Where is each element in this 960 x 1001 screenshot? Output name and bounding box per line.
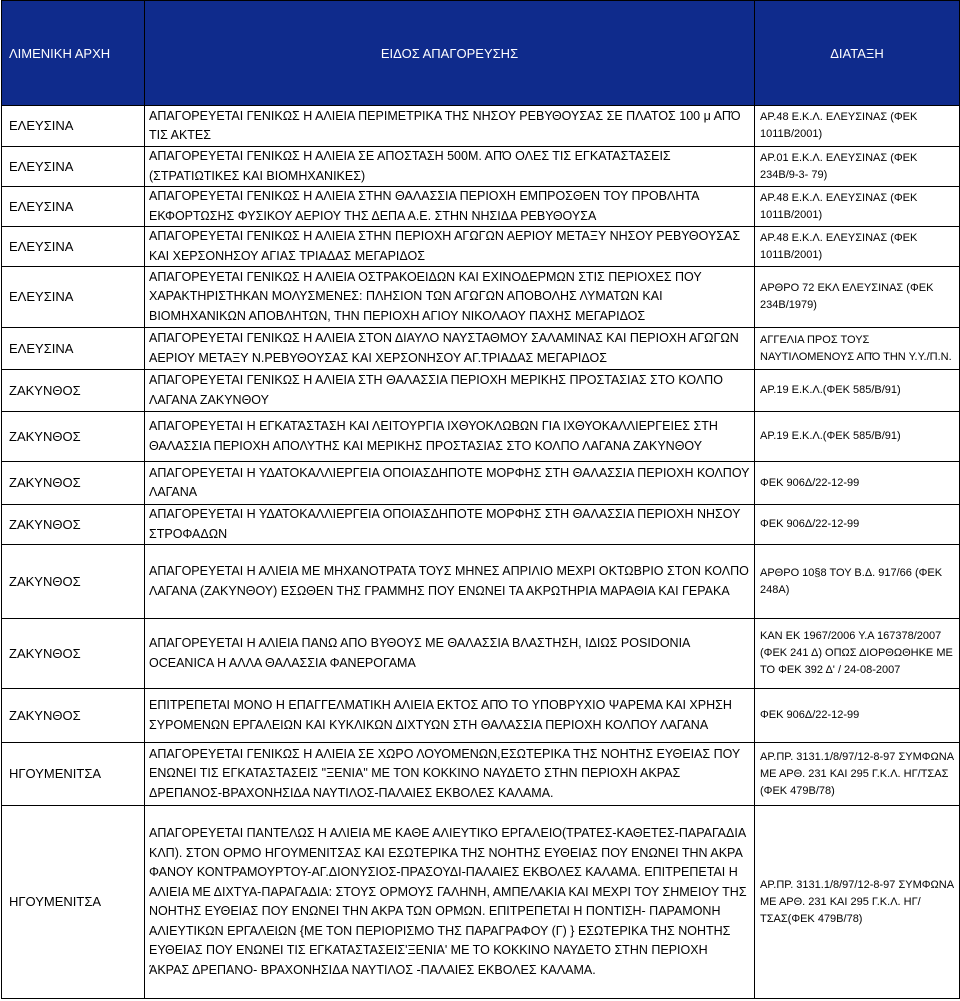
ban-cell: ΑΠΑΓΟΡΕΥΕΤΑΙ ΓΕΝΙΚΩΣ Η ΑΛΙΕΙΑ ΟΣΤΡΑΚΟΕΙΔΩΝ ΚΑΙ ΕΧΙΝΟΔΕΡΜΩΝ ΣΤΙΣ ΠΕΡΙΟΧΕΣ ΠΟΥ ΧΑΡΑΚΤΗΡΙΣΤΗΚΑΝ ΜΟΛΥΣΜΕΝΕΣ: ΠΛΗΣΙΟΝ ΤΩΝ ΑΓΩΓΩΝ ΑΠΟΒΟΛΗΣ ΛΥΜΑΤΩΝ ΚΑΙ ΒΙΟΜΗΧΑΝΙΚΩΝ ΑΠΟΒΛΗΤΩΝ, ΤΗΝ ΠΕΡΙΟΧΗ ΑΓΙΟΥ ΝΙΚΟΛΑΟΥ ΠΑΧΗΣ ΜΕΓΑΡΙΔΟΣ xyxy=(145,267,755,328)
port-cell: ΖΑΚΥΝΘΟΣ xyxy=(2,370,145,412)
table-row xyxy=(2,227,960,267)
ordinance-cell: ΑΡ.19 Ε.Κ.Λ.(ΦΕΚ 585/Β/91) xyxy=(755,412,960,462)
ordinance-cell: ΑΡ.ΠΡ. 3131.1/8/97/12-8-97 ΣΥΜΦΩΝΑ ΜΕ ΑΡΘ. 231 ΚΑΙ 295 Γ.Κ.Λ. ΗΓ/ΤΣΑΣ(ΦΕΚ 479Β/78) xyxy=(755,806,960,999)
port-cell: ΗΓΟΥΜΕΝΙΤΣΑ xyxy=(2,806,145,999)
ordinance-cell: ΑΡΘΡΟ 10§8 ΤΟΥ Β.Δ. 917/66 (ΦΕΚ 248Α) xyxy=(755,545,960,619)
ban-cell: ΑΠΑΓΟΡΕΥΕΤΑΙ ΓΕΝΙΚΩΣ Η ΑΛΙΕΙΑ ΣΤΗΝ ΠΕΡΙΟΧΗ ΑΓΩΓΩΝ ΑΕΡΙΟΥ ΜΕΤΑΞΥ ΝΗΣΟΥ ΡΕΒΥΘΟΥΣΑΣ ΚΑΙ ΧΕΡΣΟΝΗΣΟΥ ΑΓΙΑΣ ΤΡΙΑΔΑΣ ΜΕΓΑΡΙΔΟΣ xyxy=(145,227,755,267)
ban-cell: ΑΠΑΓΟΡΕΥΕΤΑΙ Η ΕΓΚΑΤΆΣΤΑΣΗ ΚΑΙ ΛΕΙΤΟΥΡΓΙΑ ΙΧΘΥΟΚΛΩΒΩΝ ΓΙΑ ΙΧΘΥΟΚΑΛΛΙΕΡΓΕΙΕΣ ΣΤΗ ΘΑΛΑΣΣΙΑ ΠΕΡΙΟΧΗ ΑΠΟΛΥΤΗΣ ΚΑΙ ΜΕΡΙΚΗΣ ΠΡΟΣΤΑΣΙΑΣ ΣΤΟ ΚΟΛΠΟ ΛΑΓΑΝΑ ΖΑΚΥΝΘΟΥ xyxy=(145,412,755,462)
table-row xyxy=(2,806,960,999)
ban-cell: ΑΠΑΓΟΡΕΥΕΤΑΙ Η ΥΔΑΤΟΚΑΛΛΙΕΡΓΕΙΑ ΟΠΟΙΑΣΔΗΠΟΤΕ ΜΟΡΦΗΣ ΣΤΗ ΘΑΛΑΣΣΙΑ ΠΕΡΙΟΧΗ ΝΗΣΟΥ ΣΤΡΟΦΑΔΩΝ xyxy=(145,505,755,545)
table-row xyxy=(2,689,960,743)
table-row xyxy=(2,412,960,462)
table-row xyxy=(2,328,960,370)
table-row xyxy=(2,462,960,505)
port-cell: ΕΛΕΥΣΙΝΑ xyxy=(2,147,145,187)
table-row xyxy=(2,505,960,545)
table-row xyxy=(2,147,960,187)
table-row xyxy=(2,370,960,412)
ban-cell: ΑΠΑΓΟΡΕΥΕΤΑΙ ΓΕΝΙΚΩΣ Η ΑΛΙΕΙΑ ΣΕ ΧΩΡΟ ΛΟΥΟΜΕΝΩΝ,ΕΣΩΤΕΡΙΚΑ ΤΗΣ ΝΟΗΤΗΣ ΕΥΘΕΙΑΣ ΠΟΥ ΕΝΩΝΕΙ ΤΙΣ ΕΓΚΑΤΑΣΤΑΣΕΙΣ "ΞΕΝΙΑ" ΜΕ ΤΟΝ ΚΟΚΚΙΝΟ ΝΑΥΔΕΤΟ ΣΤΗΝ ΠΕΡΙΟΧΗ ΑΚΡΑΣ ΔΡΕΠΑΝΟΣ-ΒΡΑΧΟΝΗΣΙΔΑ ΝΑΥΤΙΛΟΣ-ΠΑΛΑΙΕΣ ΕΚΒΟΛΕΣ ΚΑΛΑΜΑ. xyxy=(145,743,755,806)
port-cell: ΕΛΕΥΣΙΝΑ xyxy=(2,106,145,147)
header-port: ΛΙΜΕΝΙΚΗ ΑΡΧΗ xyxy=(2,1,145,106)
ordinance-cell: ΑΡ.19 Ε.Κ.Λ.(ΦΕΚ 585/Β/91) xyxy=(755,370,960,412)
ordinance-cell: ΚΑΝ ΕΚ 1967/2006 Υ.Α 167378/2007 (ΦΕΚ 241 Δ) ΟΠΩΣ ΔΙΟΡΘΩΘΗΚΕ ΜΕ ΤΟ ΦΕΚ 392 Δ' / 24-08-2007 xyxy=(755,619,960,689)
ban-cell: ΑΠΑΓΟΡΕΥΕΤΑΙ ΓΕΝΙΚΩΣ Η ΑΛΙΕΙΑ ΣΕ ΑΠΟΣΤΑΣΗ 500Μ. ΑΠΌ ΟΛΕΣ ΤΙΣ ΕΓΚΑΤΑΣΤΑΣΕΙΣ (ΣΤΡΑΤΙΩΤΙΚΕΣ ΚΑΙ ΒΙΟΜΗΧΑΝΙΚΕΣ) xyxy=(145,147,755,187)
ordinance-cell: ΑΡ.48 Ε.Κ.Λ. ΕΛΕΥΣΙΝΑΣ (ΦΕΚ 1011Β/2001) xyxy=(755,106,960,147)
fishing-bans-table xyxy=(1,0,960,999)
port-cell: ΖΑΚΥΝΘΟΣ xyxy=(2,545,145,619)
ban-cell: ΑΠΑΓΟΡΕΥΕΤΑΙ ΓΕΝΙΚΩΣ Η ΑΛΙΕΙΑ ΣΤΟΝ ΔΙΑΥΛΟ ΝΑΥΣΤΑΘΜΟΥ ΣΑΛΑΜΙΝΑΣ ΚΑΙ ΠΕΡΙΟΧΗ ΑΓΩΓΩΝ ΑΕΡΙΟΥ ΜΕΤΑΞΥ Ν.ΡΕΒΥΘΟΥΣΑΣ ΚΑΙ ΧΕΡΣΟΝΗΣΟΥ ΑΓ.ΤΡΙΑΔΑΣ ΜΕΓΑΡΙΔΟΣ xyxy=(145,328,755,370)
ordinance-cell: ΑΡ.48 Ε.Κ.Λ. ΕΛΕΥΣΙΝΑΣ (ΦΕΚ 1011Β/2001) xyxy=(755,227,960,267)
ordinance-cell: ΑΡ.01 Ε.Κ.Λ. ΕΛΕΥΣΙΝΑΣ (ΦΕΚ 234Β/9-3- 79) xyxy=(755,147,960,187)
table-row xyxy=(2,743,960,806)
port-cell: ΕΛΕΥΣΙΝΑ xyxy=(2,227,145,267)
port-cell: ΕΛΕΥΣΙΝΑ xyxy=(2,328,145,370)
ordinance-cell: ΑΡΘΡΟ 72 ΕΚΛ ΕΛΕΥΣΙΝΑΣ (ΦΕΚ 234Β/1979) xyxy=(755,267,960,328)
port-cell: ΖΑΚΥΝΘΟΣ xyxy=(2,689,145,743)
table-row xyxy=(2,187,960,227)
ordinance-cell: ΦΕΚ 906Δ/22-12-99 xyxy=(755,689,960,743)
ordinance-cell: ΑΡ.ΠΡ. 3131.1/8/97/12-8-97 ΣΥΜΦΩΝΑ ΜΕ ΑΡΘ. 231 ΚΑΙ 295 Γ.Κ.Λ. ΗΓ/ΤΣΑΣ (ΦΕΚ 479Β/78) xyxy=(755,743,960,806)
table-row xyxy=(2,545,960,619)
table-row xyxy=(2,619,960,689)
header-row xyxy=(2,1,960,106)
port-cell: ΖΑΚΥΝΘΟΣ xyxy=(2,505,145,545)
table-body xyxy=(2,106,960,999)
port-cell: ΕΛΕΥΣΙΝΑ xyxy=(2,187,145,227)
ordinance-cell: ΑΓΓΕΛΙΑ ΠΡΟΣ ΤΟΥΣ ΝΑΥΤΙΛΟΜΕΝΟΥΣ ΑΠΌ ΤΗΝ Υ.Υ./Π.Ν. xyxy=(755,328,960,370)
ordinance-cell: ΦΕΚ 906Δ/22-12-99 xyxy=(755,505,960,545)
ban-cell: ΑΠΑΓΟΡΕΥΕΤΑΙ ΓΕΝΙΚΩΣ Η ΑΛΙΕΙΑ ΠΕΡΙΜΕΤΡΙΚΑ ΤΗΣ ΝΗΣΟΥ ΡΕΒΥΘΟΥΣΑΣ ΣΕ ΠΛΑΤΟΣ 100 μ ΑΠΌ ΤΙΣ ΑΚΤΕΣ xyxy=(145,106,755,147)
table-header xyxy=(2,1,960,106)
port-cell: ΖΑΚΥΝΘΟΣ xyxy=(2,462,145,505)
ordinance-cell: ΑΡ.48 Ε.Κ.Λ. ΕΛΕΥΣΙΝΑΣ (ΦΕΚ 1011Β/2001) xyxy=(755,187,960,227)
header-ban: ΕΙΔΟΣ ΑΠΑΓΟΡΕΥΣΗΣ xyxy=(145,1,755,106)
port-cell: ΖΑΚΥΝΘΟΣ xyxy=(2,412,145,462)
table-row xyxy=(2,267,960,328)
ban-cell: ΑΠΑΓΟΡΕΥΕΤΑΙ Η ΑΛΙΕΙΑ ΜΕ ΜΗΧΑΝΟΤΡΑΤΑ ΤΟΥΣ ΜΗΝΕΣ ΑΠΡΙΛΙΟ ΜΕΧΡΙ ΟΚΤΩΒΡΙΟ ΣΤΟΝ ΚΟΛΠΟ ΛΑΓΑΝΑ (ΖΑΚΥΝΘΟΥ) ΕΣΩΘΕΝ ΤΗΣ ΓΡΑΜΜΗΣ ΠΟΥ ΕΝΩΝΕΙ ΤΑ ΑΚΡΩΤΗΡΙΑ ΜΑΡΑΘΙΑ ΚΑΙ ΓΕΡΑΚΑ xyxy=(145,545,755,619)
port-cell: ΗΓΟΥΜΕΝΙΤΣΑ xyxy=(2,743,145,806)
ban-cell: ΑΠΑΓΟΡΕΥΕΤΑΙ ΠΑΝΤΕΛΩΣ Η ΑΛΙΕΙΑ ΜΕ ΚΑΘΕ ΑΛΙΕΥΤΙΚΟ ΕΡΓΑΛΕΙΟ(ΤΡΑΤΕΣ-ΚΑΘΕΤΕΣ-ΠΑΡΑΓΑΔΙΑ ΚΛΠ). ΣΤΟΝ ΟΡΜΟ ΗΓΟΥΜΕΝΙΤΣΑΣ ΚΑΙ ΕΣΩΤΕΡΙΚΑ ΤΗΣ ΝΟΗΤΗΣ ΕΥΘΕΙΑΣ ΠΟΥ ΕΝΩΝΕΙ ΤΗΝ ΑΚΡΑ ΦΑΝΟΥ ΚΟΝΤΡΑΜΟΥΡΤΟΥ-ΑΓ.ΔΙΟΝΥΣΙΟΣ-ΠΡΑΣΟΥΔΙ-ΠΑΛΑΙΕΣ ΕΚΒΟΛΕΣ ΚΑΛΑΜΑ. ΕΠΙΤΡΕΠΕΤΑΙ Η ΑΛΙΕΙΑ ΜΕ ΔΙΧΤΥΑ-ΠΑΡΑΓΑΔΙΑ: ΣΤΟΥΣ ΟΡΜΟΥΣ ΓΑΛΗΝΗ, ΑΜΠΕΛΑΚΙΑ ΚΑΙ ΜΕΧΡΙ ΤΟΥ ΣΗΜΕΙΟΥ ΤΗΣ ΝΟΗΤΗΣ ΕΥΘΕΙΑΣ ΠΟΥ ΕΝΩΝΕΙ ΤΗΝ ΑΚΡΑ ΤΩΝ ΟΡΜΩΝ. ΕΠΙΤΡΕΠΕΤΑΙ Η ΠΟΝΤΙΣΗ- ΠΑΡΑΜΟΝΗ ΑΛΙΕΥΤΙΚΩΝ ΕΡΓΑΛΕΙΩΝ {ΜΕ ΤΟΝ ΠΕΡΙΟΡΙΣΜΟ ΤΗΣ ΠΑΡΑΓΡΑΦΟΥ (Γ) } ΕΣΩΤΕΡΙΚΑ ΤΗΣ ΝΟΗΤΗΣ ΕΥΘΕΙΑΣ ΠΟΥ ΕΝΩΝΕΙ ΤΙΣ ΕΓΚΑΤΑΣΤΑΣΕΙΣ'ΞΕΝΙΑ' ΜΕ ΤΟ ΚΟΚΚΙΝΟ ΝΑΥΔΕΤΟ ΣΤΗΝ ΠΕΡΙΟΧΗ ΆΚΡΑΣ ΔΡΕΠΑΝΟ- ΒΡΑΧΟΝΗΣΙΔΑ ΝΑΥΤΙΛΟΣ -ΠΑΛΑΙΕΣ ΕΚΒΟΛΕΣ ΚΑΛΑΜΑ. xyxy=(145,806,755,999)
ban-cell: ΑΠΑΓΟΡΕΥΕΤΑΙ ΓΕΝΙΚΩΣ Η ΑΛΙΕΙΑ ΣΤΗ ΘΑΛΑΣΣΙΑ ΠΕΡΙΟΧΗ ΜΕΡΙΚΗΣ ΠΡΟΣΤΑΣΙΑΣ ΣΤΟ ΚΟΛΠΟ ΛΑΓΑΝΑ ΖΑΚΥΝΘΟΥ xyxy=(145,370,755,412)
ban-cell: ΕΠΙΤΡΕΠΕΤΑΙ ΜΟΝΟ Η ΕΠΑΓΓΕΛΜΑΤΙΚΗ ΑΛΙΕΙΑ ΕΚΤΟΣ ΑΠΌ ΤΟ ΥΠΟΒΡΥΧΙΟ ΨΑΡΕΜΑ ΚΑΙ ΧΡΗΣΗ ΣΥΡΟΜΕΝΩΝ ΕΡΓΑΛΕΙΩΝ ΚΑΙ ΚΥΚΛΙΚΩΝ ΔΙΧΤΥΩΝ ΣΤΗ ΘΑΛΑΣΣΙΑ ΠΕΡΙΟΧΗ ΚΟΛΠΟΥ ΛΑΓΑΝΑ xyxy=(145,689,755,743)
ban-cell: ΑΠΑΓΟΡΕΥΕΤΑΙ Η ΥΔΑΤΟΚΑΛΛΙΕΡΓΕΙΑ ΟΠΟΙΑΣΔΗΠΟΤΕ ΜΟΡΦΗΣ ΣΤΗ ΘΑΛΑΣΣΙΑ ΠΕΡΙΟΧΗ ΚΟΛΠΟΥ ΛΑΓΑΝΑ xyxy=(145,462,755,505)
port-cell: ΖΑΚΥΝΘΟΣ xyxy=(2,619,145,689)
ordinance-cell: ΦΕΚ 906Δ/22-12-99 xyxy=(755,462,960,505)
header-ordinance: ΔΙΑΤΑΞΗ xyxy=(755,1,960,106)
table-row xyxy=(2,106,960,147)
ban-cell: ΑΠΑΓΟΡΕΥΕΤΑΙ Η ΑΛΙΕΙΑ ΠΑΝΩ ΑΠΟ ΒΥΘΟΥΣ ΜΕ ΘΑΛΑΣΣΙΑ ΒΛΑΣΤΗΣΗ, ΙΔΙΩΣ POSIDONIA OCEANICA Η ΑΛΛΑ ΘΑΛΑΣΣΙΑ ΦΑΝΕΡΟΓΑΜΑ xyxy=(145,619,755,689)
port-cell: ΕΛΕΥΣΙΝΑ xyxy=(2,267,145,328)
ban-cell: ΑΠΑΓΟΡΕΥΕΤΑΙ ΓΕΝΙΚΩΣ Η ΑΛΙΕΙΑ ΣΤΗΝ ΘΑΛΑΣΣΙΑ ΠΕΡΙΟΧΗ ΕΜΠΡΟΣΘΕΝ ΤΟΥ ΠΡΟΒΛΗΤΑ ΕΚΦΟΡΤΩΣΗΣ ΦΥΣΙΚΟΥ ΑΕΡΙΟΥ ΤΗΣ ΔΕΠΑ Α.Ε. ΣΤΗΝ ΝΗΣΙΔΑ ΡΕΒΥΘΟΥΣΑ xyxy=(145,187,755,227)
